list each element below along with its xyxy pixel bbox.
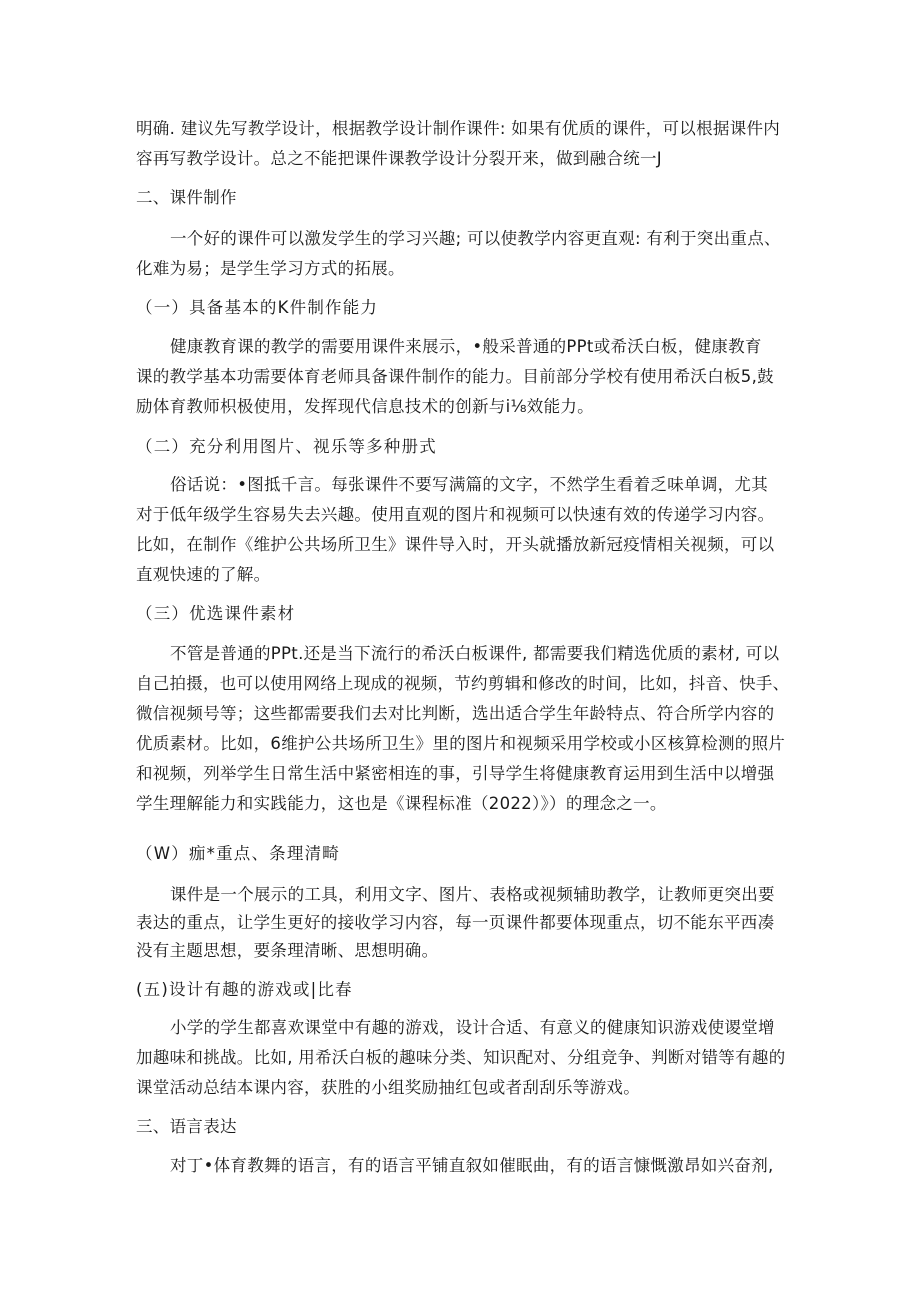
- paragraph-line: 微信视频号等；这些都需要我们去对比判断，选出适合学生年龄特点、符合所学内容的: [136, 704, 775, 723]
- subsection-heading: （三）优选课件素材: [136, 604, 296, 623]
- paragraph-line: 课的教学基本功需要体育老师具备课件制作的能力。目前部分学校有使用希沃白板5,鼓: [136, 367, 774, 386]
- subsection-heading: （W）痂*重点、条理清畸: [136, 844, 340, 863]
- paragraph-line: 没有主题思想，要条理清晰、思想明确。: [136, 941, 439, 960]
- paragraph-line: 一个好的课件可以激发学生的学习兴趣; 可以使教学内容更直观: 有利于突出重点、: [170, 229, 781, 248]
- paragraph-line: 学生理解能力和实践能力，这也是《课程标准（2022）》）的理念之一。: [136, 794, 667, 813]
- paragraph-line: 比如，在制作《维护公共场所卫生》课件导入时，开头就播放新冠疫情相关视频，可以: [136, 535, 775, 554]
- section-heading: 二、课件制作: [136, 188, 237, 207]
- paragraph-line: 励体育教师枳极使用，发挥现代信息技术的创新与i⅛效能力。: [136, 397, 594, 416]
- paragraph-line: 自己拍摄，也可以使用网络上现成的视频，节约剪辑和修改的时间，比如，抖音、快手、: [136, 674, 790, 693]
- paragraph-line: 表达的重点，让学生更好的接收学习内容，每一页课件都要体现重点，切不能东平西凑: [136, 913, 775, 932]
- paragraph-line: 课件是一个展示的工具，利用文字、图片、表格或视频辅助教学，让教师更突出要: [170, 885, 775, 904]
- paragraph-line: 不管是普通的PPt.还是当下流行的希沃白板课件, 都需要我们精选优质的素材, 可以: [170, 644, 780, 663]
- paragraph-line: 加趣味和挑战。比如, 用希沃白板的趣味分类、知识配对、分组竞争、判断对错等有趣的: [136, 1048, 786, 1067]
- paragraph-line: 健康教育课的教学的需要用课件来展示，•般采普通的PPt或希沃白板，健康教育: [170, 337, 762, 356]
- section-heading: 三、语言表达: [136, 1117, 237, 1136]
- subsection-heading: （二）充分利用图片、视乐等多种册式: [136, 437, 437, 456]
- paragraph-line: 对丁•体育教舞的语言，有的语言平铺直叙如催眠曲，有的语言慷慨激昂如兴奋剂,: [170, 1156, 774, 1175]
- paragraph-line: 直观快速的了解。: [136, 565, 271, 584]
- paragraph-line: 课堂活动总结本课内容，获胜的小组奖励抽红包或者刮刮乐等游戏。: [136, 1078, 640, 1097]
- paragraph-line: 化难为易；是学生学习方式的拓展。: [136, 259, 405, 278]
- subsection-heading: （一）具备基本的K件制作能力: [136, 298, 379, 317]
- paragraph-line: 优质素材。比如，6维护公共场所卫生》里的图片和视频采用学校或小区核算检测的照片: [136, 734, 786, 753]
- paragraph-line: 对于低年级学生容易失去兴趣。使用直观的图片和视频可以快速有效的传递学习内容。: [136, 505, 775, 524]
- paragraph-line: 小学的学生都喜欢课堂中有趣的游戏，设计合适、有意义的健康知识游戏使谡堂增: [170, 1018, 775, 1037]
- paragraph-line: 俗话说：•图抵千言。每张课件不要写满篇的文字，不然学生看着乏味单调，尤其: [170, 475, 769, 494]
- paragraph-line: 和视频，列举学生日常生活中紧密相连的事，引导学生将健康教育运用到生活中以增强: [136, 764, 775, 783]
- subsection-heading: (五)设计有趣的游戏或|比春: [136, 980, 353, 999]
- paragraph-line: 容再写教学设计。总之不能把课件课教学设计分裂开来，做到融合统一J: [136, 149, 662, 168]
- paragraph-line: 明确. 建议先写教学设计，根据教学设计制作课件: 如果有优质的课件，可以根据课件内: [136, 119, 781, 138]
